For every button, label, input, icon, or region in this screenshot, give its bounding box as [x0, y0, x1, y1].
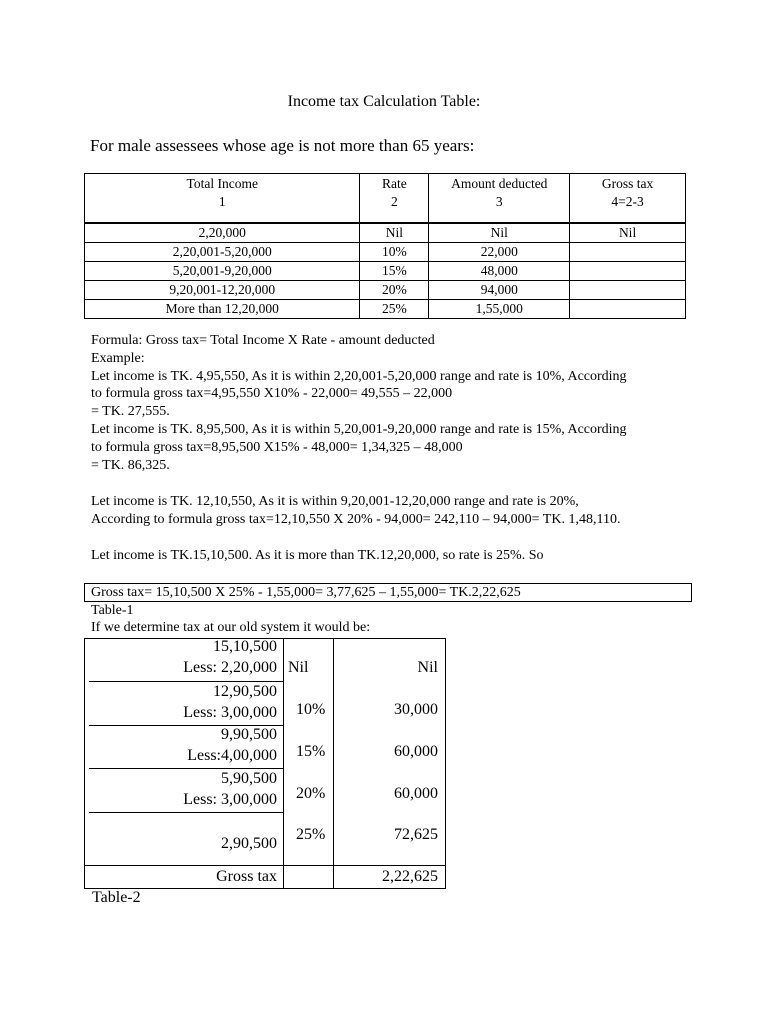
table-cell: Nil: [360, 223, 429, 243]
old-system-text: If we determine tax at our old system it would be:: [91, 620, 371, 635]
tax-rate: Nil: [288, 659, 309, 676]
table-row: [85, 300, 686, 319]
tax-amount: 30,000: [394, 701, 438, 718]
table-cell: 20%: [360, 281, 429, 300]
table-header-row: [85, 174, 686, 224]
income-amount: 2,90,500: [221, 835, 277, 852]
example-paragraph: Let income is TK. 12,10,550, As it is within 9,20,001-12,20,000 range and rate is 20%, According to formula gross tax=12,10,550 X 20% - 94,000= 242,110 – 94,000= TK. 1,48,110.: [91, 494, 621, 527]
income-less: Less: 3,00,000: [183, 704, 277, 721]
row-divider: [84, 865, 446, 866]
row-divider: [89, 768, 283, 769]
tax-rate-table: [84, 173, 686, 319]
row-divider: [89, 681, 283, 682]
tax-amount: Nil: [417, 659, 438, 676]
income-less: Less: 2,20,000: [183, 659, 277, 676]
income-less: Less:4,00,000: [187, 747, 277, 764]
page-title: Income tax Calculation Table:: [287, 93, 481, 110]
income-less: Less: 3,00,000: [183, 791, 277, 808]
tax-amount: 60,000: [394, 785, 438, 802]
table-row: [85, 262, 686, 281]
old-system-table: [84, 638, 446, 889]
table-cell: 22,000: [429, 243, 570, 262]
table-caption: Table-1: [91, 603, 134, 618]
table-row: [85, 243, 686, 262]
table-row: [85, 223, 686, 243]
tax-amount: 60,000: [394, 743, 438, 760]
table-cell: 2,20,001-5,20,000: [85, 243, 360, 262]
table-cell: Nil: [570, 223, 686, 243]
header-cell: Total Income 1: [85, 174, 360, 224]
formula-and-examples: Formula: Gross tax= Total Income X Rate - amount deducted Example: Let income is TK. 4,95,550, As it is within 2,20,001-5,20,000 range and rate is 10%, According to formula gross tax=4,95,550 X10% - 22,000= 49,555 – 22,000 = TK. 27,555. Let income is TK. 8,95,500, As it is within 5,20,001-9,20,000 range and rate is 15%, According to formula gross tax=8,95,500 X15% - 48,000= 1,34,325 – 48,000 = TK. 86,325.: [91, 333, 627, 473]
table-cell: [570, 300, 686, 319]
income-amount: 12,90,500: [213, 683, 277, 700]
row-divider: [89, 812, 283, 813]
table-cell: 1,55,000: [429, 300, 570, 319]
table-cell: [570, 243, 686, 262]
column-divider: [333, 638, 334, 889]
income-amount: 15,10,500: [213, 638, 277, 655]
table-cell: [570, 281, 686, 300]
table-row: [85, 281, 686, 300]
table-cell: 2,20,000: [85, 223, 360, 243]
tax-rate: 15%: [296, 743, 326, 760]
header-cell: Amount deducted 3: [429, 174, 570, 224]
header-cell: Rate 2: [360, 174, 429, 224]
income-amount: 9,90,500: [221, 726, 277, 743]
table-cell: 5,20,001-9,20,000: [85, 262, 360, 281]
table-cell: Nil: [429, 223, 570, 243]
header-cell: Gross tax 4=2-3: [570, 174, 686, 224]
gross-tax-box: Gross tax= 15,10,500 X 25% - 1,55,000= 3,77,625 – 1,55,000= TK.2,22,625: [84, 583, 692, 602]
table-cell: More than 12,20,000: [85, 300, 360, 319]
table-caption: Table-2: [92, 889, 141, 906]
gross-tax-total: 2,22,625: [382, 868, 438, 885]
example-paragraph: Let income is TK.15,10,500. As it is more than TK.12,20,000, so rate is 25%. So: [91, 548, 544, 563]
table-cell: 48,000: [429, 262, 570, 281]
column-divider: [283, 638, 284, 889]
table-cell: 15%: [360, 262, 429, 281]
tax-amount: 72,625: [394, 826, 438, 843]
income-amount: 5,90,500: [221, 770, 277, 787]
table-cell: 94,000: [429, 281, 570, 300]
table-cell: [570, 262, 686, 281]
section-subtitle: For male assessees whose age is not more than 65 years:: [90, 136, 475, 155]
table-cell: 9,20,001-12,20,000: [85, 281, 360, 300]
gross-tax-label: Gross tax: [216, 868, 277, 885]
table-cell: 25%: [360, 300, 429, 319]
tax-rate: 10%: [296, 701, 326, 718]
table-cell: 10%: [360, 243, 429, 262]
tax-rate: 25%: [296, 826, 326, 843]
tax-rate: 20%: [296, 785, 326, 802]
